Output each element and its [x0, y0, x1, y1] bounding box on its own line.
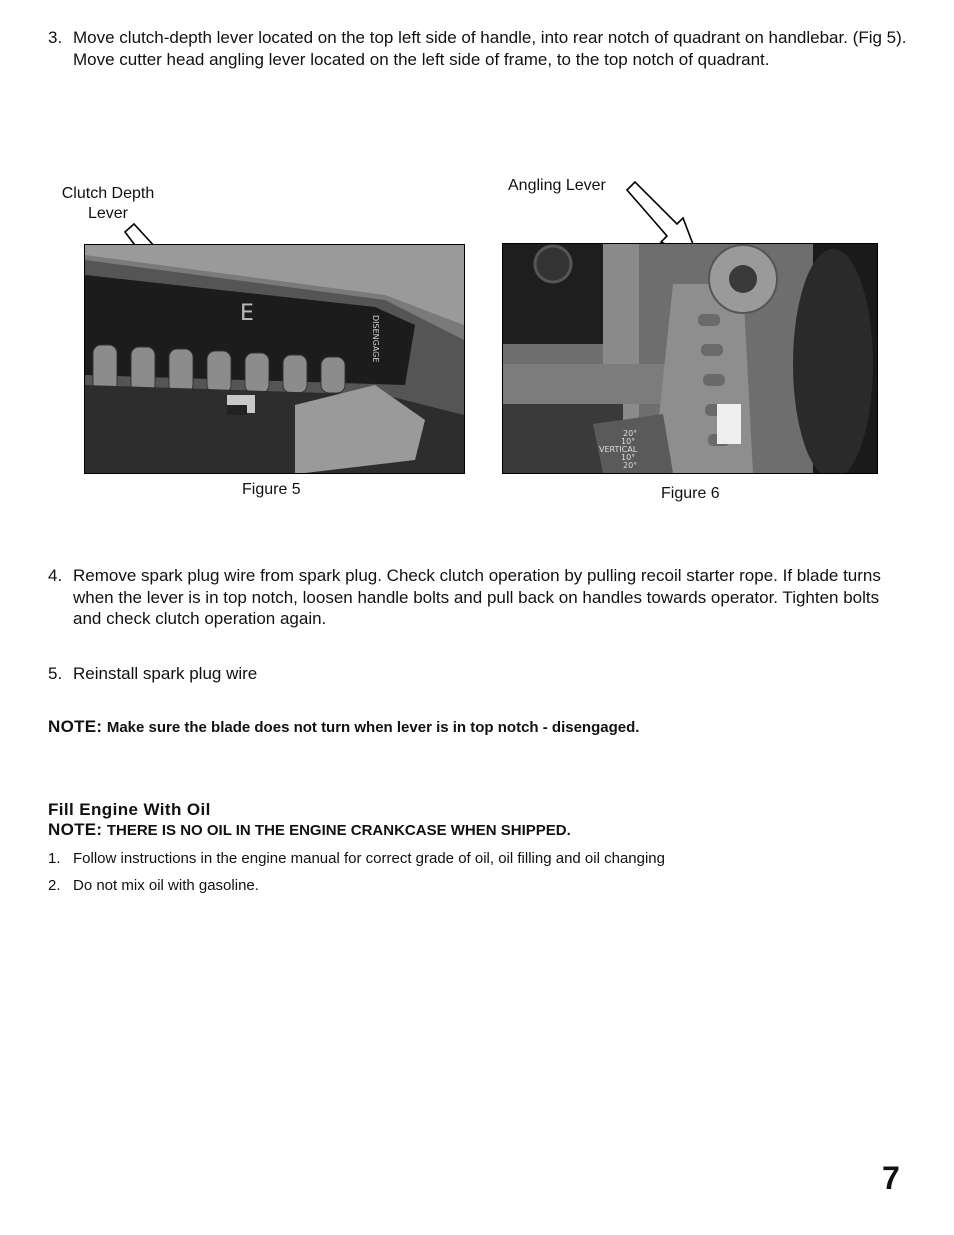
angling-lever-label: Angling Lever — [508, 177, 606, 194]
section-heading: Fill Engine With Oil — [48, 800, 211, 819]
angle-scale-mark: 10° — [621, 453, 636, 462]
page-number: 7 — [882, 1160, 900, 1196]
note-label: NOTE: — [48, 717, 103, 736]
angle-scale-mark: 20° — [623, 461, 638, 470]
angle-scale-mark: 10° — [621, 437, 636, 446]
label-line: Lever — [87, 205, 129, 222]
step-4 — [48, 565, 912, 630]
step-5 — [48, 663, 912, 685]
step-text: Move clutch-depth lever located on the top left side of handle, into rear notch of quadrant on handlebar. (Fig 5). — [73, 28, 907, 47]
step-number: 4. — [48, 566, 63, 585]
step-text-line2: Move cutter head angling lever located on the left side of frame, to the top notch of quadrant. — [73, 49, 770, 69]
angle-scale-mark: VERTICAL — [599, 445, 638, 454]
note-disengaged — [48, 717, 928, 737]
note-text: THERE IS NO OIL IN THE ENGINE CRANKCASE WHEN SHIPPED. — [106, 822, 571, 839]
note-label: NOTE: — [48, 820, 103, 839]
step-3 — [48, 27, 928, 70]
figure-5-photo — [84, 244, 465, 474]
step-text: Reinstall spark plug wire — [73, 664, 258, 683]
step-number: 5. — [48, 664, 63, 683]
step-text: Remove spark plug wire from spark plug. Check clutch operation by pulling recoil starter rope. If blade turns when the lever is in top notch, loosen handle bolts and pull back on handles towards operator. Tighten bolts and check clutch operation again. — [73, 566, 881, 628]
oil-item-1 — [48, 849, 928, 868]
item-number: 1. — [48, 850, 61, 867]
step-number: 3. — [48, 28, 63, 47]
item-text: Follow instructions in the engine manual for correct grade of oil, oil filling and oil changing — [73, 850, 665, 867]
figure-6-caption: Figure 6 — [661, 485, 720, 502]
svg-text:E: E — [240, 301, 254, 326]
clutch-depth-lever-label — [48, 184, 168, 224]
figure-5-caption: Figure 5 — [242, 481, 301, 498]
item-text: Do not mix oil with gasoline. — [73, 877, 259, 894]
item-number: 2. — [48, 877, 61, 894]
angle-scale-mark: 20° — [623, 429, 638, 438]
figure-6-photo — [502, 243, 878, 474]
label-line: Clutch Depth — [61, 185, 155, 202]
note-oil — [48, 820, 928, 840]
note-text: Make sure the blade does not turn when lever is in top notch - disengaged. — [106, 719, 640, 736]
oil-item-2 — [48, 876, 928, 895]
quadrant-text: DISENGAGE — [371, 315, 380, 363]
